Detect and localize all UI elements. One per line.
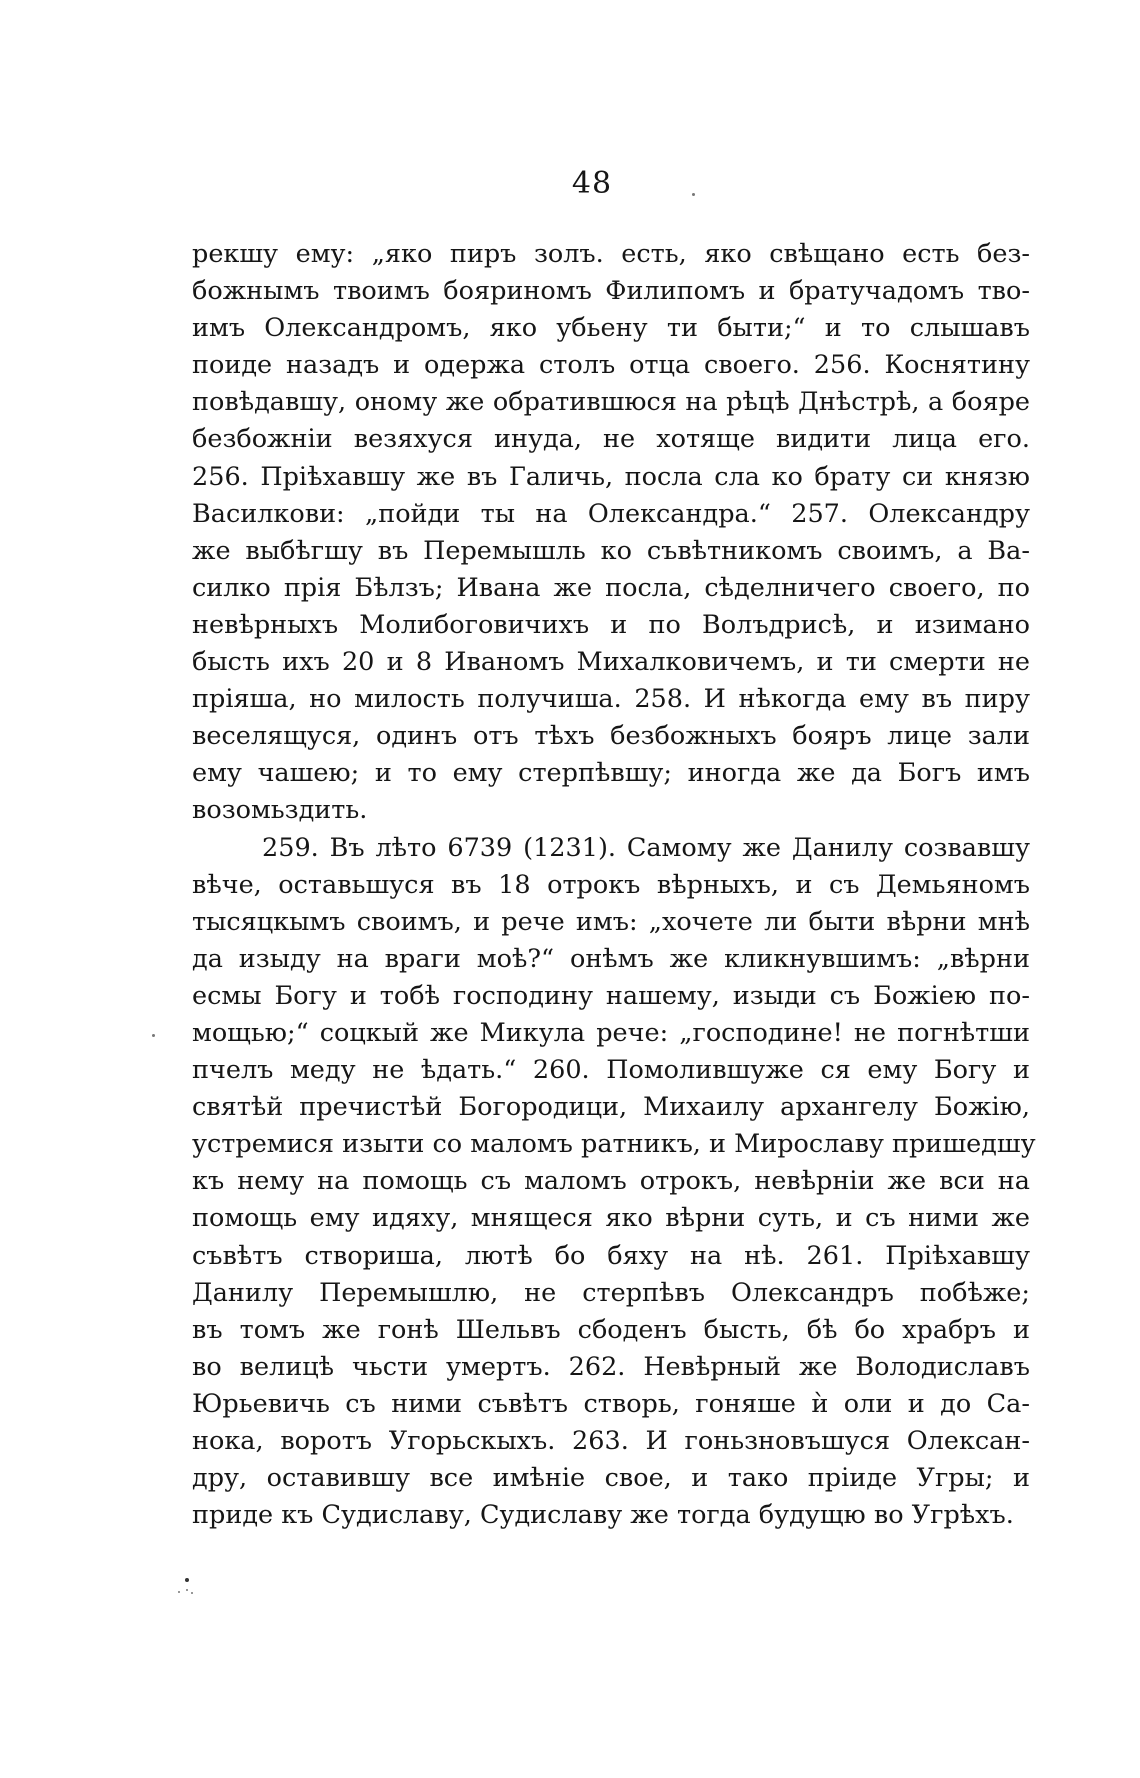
text-line: святѣй пречистѣй Богородици, Михаилу архангелу Божію, bbox=[192, 1092, 1030, 1123]
text-line: же выбѣгшу въ Перемышль ко съвѣтникомъ своимъ, а Ва- bbox=[192, 535, 1030, 566]
text-line: божнымъ твоимъ бояриномъ Филипомъ и братучадомъ тво- bbox=[192, 276, 1030, 307]
text-line: вѣче, оставьшуся въ 18 отрокъ вѣрныхъ, и съ Демьяномъ bbox=[192, 869, 1030, 900]
text-line: дру, оставившу все имѣніе свое, и тако пріиде Угры; и bbox=[192, 1463, 1030, 1494]
scan-speck bbox=[185, 1578, 189, 1582]
text-line: тысяцкымъ своимъ, и рече имъ: „хочете ли быти вѣрни мнѣ bbox=[192, 906, 1030, 937]
text-line: да изыду на враги моѣ?“ онѣмъ же кликнувшимъ: „вѣрни bbox=[192, 943, 1030, 974]
paragraph-end-line: приде къ Судиславу, Судиславу же тогда будущю во Угрѣхъ. bbox=[192, 1500, 1014, 1531]
text-line: веселящуся, одинъ отъ тѣхъ безбожныхъ бояръ лице зали bbox=[192, 721, 1030, 752]
scan-speck bbox=[152, 1034, 155, 1037]
text-line: къ нему на помощь съ маломъ отрокъ, невѣрніи же вси на bbox=[192, 1166, 1030, 1197]
text-line: пчелъ меду не ѣдать.“ 260. Помолившуже ся ему Богу и bbox=[192, 1055, 1030, 1086]
scan-speck bbox=[191, 1592, 193, 1594]
text-line: есмы Богу и тобѣ господину нашему, изыди съ Божіею по- bbox=[192, 980, 1030, 1011]
text-line: Данилу Перемышлю, не стерпѣвъ Олександръ побѣже; bbox=[192, 1277, 1030, 1308]
text-line: невѣрныхъ Молибоговичихъ и по Волъдрисѣ, и изимано bbox=[192, 609, 1030, 640]
text-line: бысть ихъ 20 и 8 Иваномъ Михалковичемъ, и ти смерти не bbox=[192, 647, 1030, 678]
text-line: безбожніи везяхуся инуда, не хотяще видити лица его. bbox=[192, 424, 1030, 455]
text-line: ему чашею; и то ему стерпѣвшу; иногда же да Богъ имъ bbox=[192, 758, 1030, 789]
paragraph-end-line: возомьздить. bbox=[192, 795, 368, 826]
scan-speck bbox=[692, 193, 695, 196]
text-line: въ томъ же гонѣ Шельвъ сбоденъ бысть, бѣ бо храбръ и bbox=[192, 1314, 1030, 1345]
text-line: рекшу ему: „яко пиръ золъ. есть, яко свѣщано есть без- bbox=[192, 239, 1030, 269]
text-line: мощью;“ соцкый же Микула рече: „господине! не погнѣтши bbox=[192, 1017, 1030, 1048]
text-line: устремися изыти со маломъ ратникъ, и Мирославу пришедшу bbox=[192, 1129, 1036, 1160]
paragraph-first-line: 259. Въ лѣто 6739 (1231). Самому же Данилу созвавшу bbox=[262, 832, 1030, 863]
text-line: пріяша, но милость получиша. 258. И нѣкогда ему въ пиру bbox=[192, 684, 1030, 715]
text-line: поиде назадъ и одержа столъ отца своего. 256. Коснятину bbox=[192, 350, 1030, 381]
text-line: помощь ему идяху, мнящеся яко вѣрни суть, и съ ними же bbox=[192, 1203, 1030, 1234]
page-number: 48 bbox=[571, 166, 613, 201]
scan-speck bbox=[178, 1591, 180, 1593]
text-line: Василкови: „пойди ты на Олександра.“ 257. Олександру bbox=[192, 498, 1030, 529]
text-line: силко прія Бѣлзъ; Ивана же посла, сѣделничего своего, по bbox=[192, 572, 1030, 603]
body-text bbox=[192, 236, 1036, 1534]
scan-speck bbox=[186, 1589, 188, 1591]
text-line: Юрьевичь съ ними съвѣтъ створь, гоняше ѝ оли и до Са- bbox=[192, 1388, 1030, 1419]
text-line: повѣдавшу, оному же обратившюся на рѣцѣ Днѣстрѣ, а бояре bbox=[192, 387, 1030, 418]
text-line: съвѣтъ створиша, лютѣ бо бяху на нѣ. 261. Пріѣхавшу bbox=[192, 1240, 1030, 1271]
text-line: во велицѣ чьсти умертъ. 262. Невѣрный же Володиславъ bbox=[192, 1351, 1030, 1382]
text-line: 256. Пріѣхавшу же въ Галичь, посла сла ко брату си князю bbox=[192, 461, 1030, 492]
text-line: нока, воротъ Угорьскыхъ. 263. И гоньзновъшуся Олексан- bbox=[192, 1426, 1030, 1456]
text-line: имъ Олександромъ, яко убьену ти быти;“ и то слышавъ bbox=[192, 313, 1030, 344]
